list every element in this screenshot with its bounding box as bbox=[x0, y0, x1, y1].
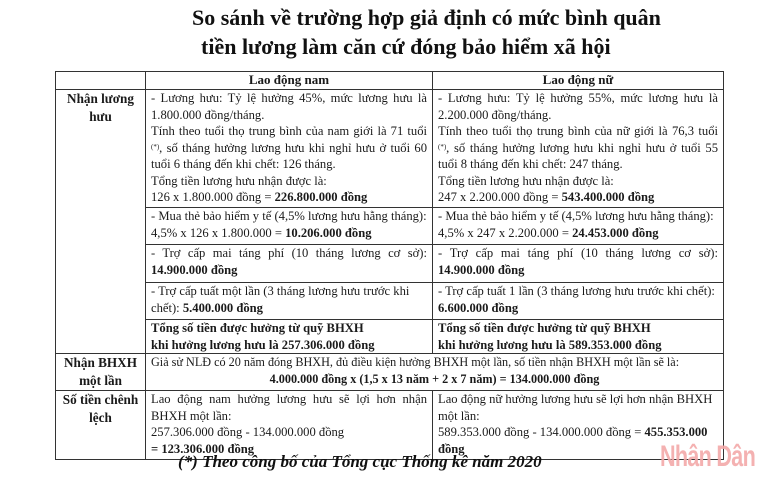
table-row bbox=[56, 354, 724, 391]
table-row bbox=[56, 90, 724, 208]
female-funeral-cell bbox=[433, 245, 724, 283]
male-life-expectancy: Tính theo tuổi thọ trung bình của nam giới là 71 tuổi bbox=[151, 124, 427, 138]
male-pension-rate: - Lương hưu: Tỷ lệ hưởng 45%, mức lương hưu là 1.800.000 đồng/tháng. bbox=[151, 91, 427, 122]
female-difference-result: 455.353.000 đồng bbox=[438, 425, 708, 456]
table-row bbox=[56, 320, 724, 354]
female-total-result: 543.400.000 đồng bbox=[561, 190, 655, 204]
male-pension-months: , số tháng hưởng lương hưu khi nghỉ hưu ở tuổi 60 tuổi 6 tháng đến khi chết: 126 tháng. bbox=[151, 140, 427, 171]
male-difference-cell bbox=[146, 391, 433, 460]
male-health-insurance-result: 10.206.000 đồng bbox=[285, 225, 372, 240]
male-total-result: 226.800.000 đồng bbox=[274, 190, 368, 204]
male-survivor-result: 5.400.000 đồng bbox=[182, 300, 263, 315]
male-difference-text: Lao động nam hưởng lương hưu sẽ lợi hơn nhận BHXH một lần: bbox=[151, 392, 427, 423]
title-line-2: tiền lương làm căn cứ đóng bảo hiểm xã hội bbox=[201, 34, 611, 59]
male-funeral-result: 14.900.000 đồng bbox=[151, 262, 238, 277]
male-grand-total-cell bbox=[146, 320, 433, 354]
female-survivor-cell bbox=[433, 283, 724, 320]
footnote-marker: (*) bbox=[438, 142, 447, 151]
female-survivor-result: 6.600.000 đồng bbox=[438, 300, 519, 315]
male-total-label: Tổng tiền lương hưu nhận được là: bbox=[151, 173, 327, 188]
female-grand-total-value: khi hưởng lương hưu là 589.353.000 đồng bbox=[438, 337, 662, 352]
female-health-insurance-text: - Mua thẻ bảo hiểm y tế (4,5% lương hưu hằng tháng): 4,5% x 247 x 2.200.000 = bbox=[438, 209, 714, 240]
header-male: Lao động nam bbox=[146, 72, 433, 90]
female-health-insurance-result: 24.453.000 đồng bbox=[572, 225, 659, 240]
lump-sum-formula: 4.000.000 đồng x (1,5 x 13 năm + 2 x 7 năm) = 134.000.000 đồng bbox=[269, 371, 600, 386]
table-row bbox=[56, 391, 724, 460]
female-total-label: Tổng tiền lương hưu nhận được là: bbox=[438, 173, 614, 188]
female-funeral-text: - Trợ cấp mai táng phí (10 tháng lương cơ sở): bbox=[438, 246, 718, 260]
row-label-difference: Số tiền chênh lệch bbox=[56, 391, 146, 460]
male-difference-result: = 123.306.000 đồng bbox=[151, 441, 255, 456]
female-difference-text: Lao động nữ hưởng lương hưu sẽ lợi hơn nhận BHXH một lần: bbox=[438, 392, 713, 423]
title-line-1: So sánh về trường hợp giả định có mức bình quân bbox=[192, 5, 661, 30]
male-health-insurance-cell bbox=[146, 208, 433, 245]
female-pension-months: , số tháng hưởng lương hưu khi nghỉ hưu ở tuổi 55 tuổi 8 tháng đến khi chết: 247 tháng. bbox=[438, 140, 718, 171]
female-grand-total-label: Tổng số tiền được hưởng từ quỹ BHXH bbox=[438, 321, 651, 335]
comparison-table bbox=[55, 71, 724, 460]
footnote: (*) Theo công bố của Tổng cục Thống kê năm 2020 bbox=[178, 452, 542, 471]
watermark-logo: Nhân Dân bbox=[660, 440, 756, 473]
male-pension-cell bbox=[146, 90, 433, 208]
female-difference-calc: 589.353.000 đồng - 134.000.000 đồng = bbox=[438, 425, 645, 439]
male-funeral-cell bbox=[146, 245, 433, 283]
female-life-expectancy: Tính theo tuổi thọ trung bình của nữ giới là 76,3 tuổi bbox=[438, 124, 718, 138]
table-row bbox=[56, 208, 724, 245]
female-pension-cell bbox=[433, 90, 724, 208]
female-funeral-result: 14.900.000 đồng bbox=[438, 262, 525, 277]
male-difference-calc: 257.306.000 đồng - 134.000.000 đồng bbox=[151, 425, 345, 439]
male-grand-total-label: Tổng số tiền được hưởng từ quỹ BHXH bbox=[151, 321, 364, 335]
male-health-insurance-text: - Mua thẻ bảo hiểm y tế (4,5% lương hưu hằng tháng): 4,5% x 126 x 1.800.000 = bbox=[151, 209, 427, 240]
footnote-marker: (*) bbox=[151, 142, 160, 151]
female-total-calc: 247 x 2.200.000 đồng = bbox=[438, 190, 562, 204]
male-funeral-text: - Trợ cấp mai táng phí (10 tháng lương cơ sở): bbox=[151, 246, 427, 260]
female-health-insurance-cell bbox=[433, 208, 724, 245]
header-female: Lao động nữ bbox=[433, 72, 724, 90]
female-survivor-text: - Trợ cấp tuất 1 lần (3 tháng lương hưu trước khi chết): bbox=[438, 284, 715, 298]
table-row bbox=[56, 245, 724, 283]
row-label-pension: Nhận lương hưu bbox=[56, 90, 146, 354]
lump-sum-text: Giả sử NLĐ có 20 năm đóng BHXH, đủ điều kiện hưởng BHXH một lần, số tiền nhận BHXH một lần sẽ là: bbox=[151, 355, 680, 369]
header-empty bbox=[56, 72, 146, 90]
female-grand-total-cell bbox=[433, 320, 724, 354]
table-row bbox=[56, 283, 724, 320]
table-header-row bbox=[56, 72, 724, 90]
male-total-calc: 126 x 1.800.000 đồng = bbox=[151, 190, 275, 204]
lump-sum-cell bbox=[146, 354, 724, 391]
male-survivor-cell bbox=[146, 283, 433, 320]
male-survivor-text: - Trợ cấp tuất một lần (3 tháng lương hưu trước khi chết): bbox=[151, 284, 410, 315]
row-label-lump-sum: Nhận BHXH một lần bbox=[56, 354, 146, 391]
male-grand-total-value: khi hưởng lương hưu là 257.306.000 đồng bbox=[151, 337, 375, 352]
female-pension-rate: - Lương hưu: Tỷ lệ hưởng 55%, mức lương hưu là 2.200.000 đồng/tháng. bbox=[438, 91, 718, 122]
